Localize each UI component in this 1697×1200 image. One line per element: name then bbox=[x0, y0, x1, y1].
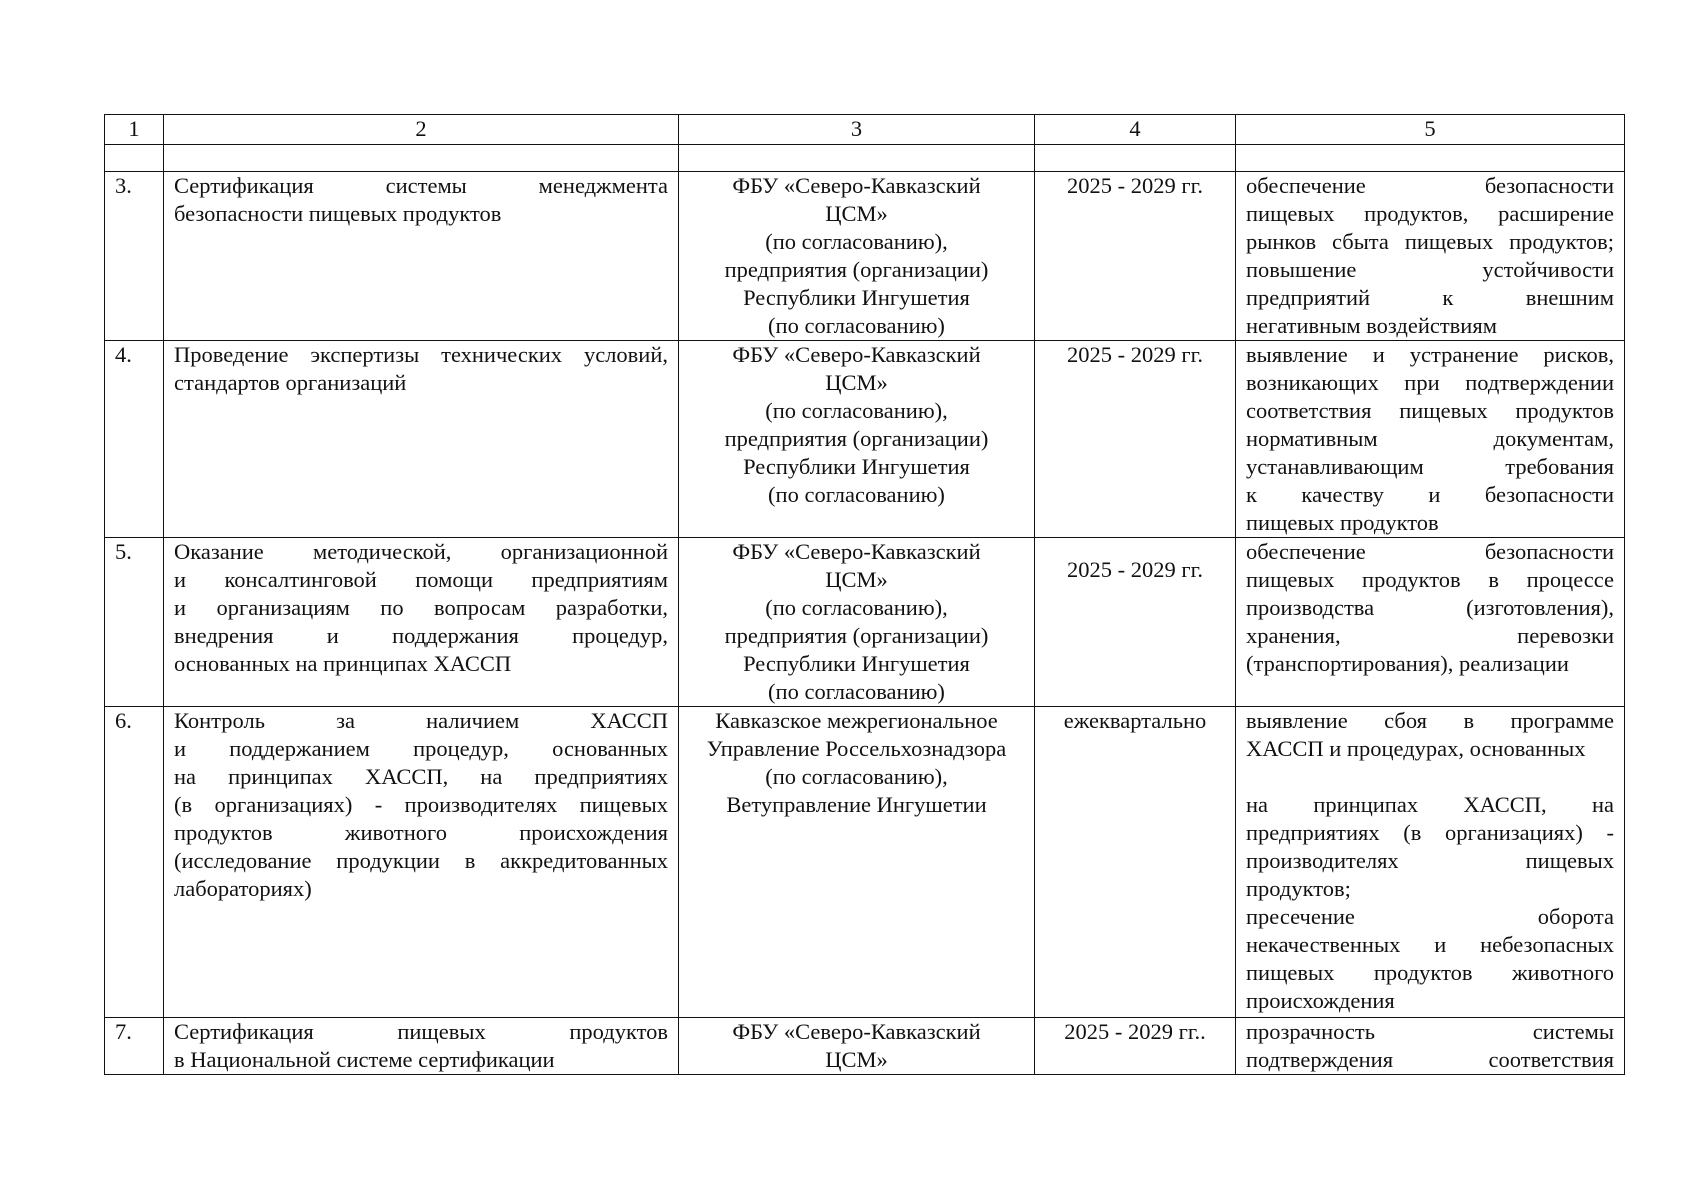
executor-text-line: Республики Ингушетия bbox=[743, 454, 970, 479]
table-row bbox=[105, 538, 1625, 707]
result-text-line: подтверждения соответствия bbox=[1246, 1047, 1614, 1072]
executors-cell bbox=[679, 172, 1035, 341]
empty-row bbox=[105, 145, 1625, 172]
empty-cell bbox=[164, 145, 679, 172]
action-text-line: внедрения и поддержания процедур, bbox=[174, 623, 668, 648]
result-text-line bbox=[1246, 763, 1614, 791]
executor-text-line: (по согласованию), bbox=[765, 764, 948, 789]
table-row bbox=[105, 341, 1625, 538]
column-number-1: 1 bbox=[105, 115, 164, 145]
result-text-line: производителях пищевых bbox=[1246, 848, 1614, 873]
executors-cell bbox=[679, 1018, 1035, 1075]
action-text-line: основанных на принципах ХАССП bbox=[174, 651, 512, 676]
result-text-line: устанавливающим требования bbox=[1246, 454, 1614, 479]
result-cell bbox=[1236, 538, 1625, 707]
result-text-line: на принципах ХАССП, на bbox=[1246, 792, 1614, 817]
empty-cell bbox=[1236, 145, 1625, 172]
action-text-line: продуктов животного происхождения bbox=[174, 820, 668, 845]
result-cell bbox=[1236, 341, 1625, 538]
result-text-line: ХАССП и процедурах, основанных bbox=[1246, 736, 1586, 761]
action-text-line: на принципах ХАССП, на предприятиях bbox=[174, 764, 668, 789]
result-text-line: нормативным документам, bbox=[1246, 426, 1614, 451]
table-row bbox=[105, 707, 1625, 1018]
executor-text-line: Кавказское межрегиональное bbox=[715, 708, 998, 733]
result-text-line: выявление сбоя в программе bbox=[1246, 708, 1614, 733]
row-number: 4. bbox=[105, 341, 164, 538]
action-text-line: Сертификация системы менеджмента bbox=[174, 173, 668, 198]
row-number: 3. bbox=[105, 172, 164, 341]
column-number-2: 2 bbox=[164, 115, 679, 145]
result-text-line: выявление и устранение рисков, bbox=[1246, 342, 1614, 367]
executor-text-line: предприятия (организации) bbox=[724, 257, 989, 282]
action-text-line: лабораториях) bbox=[174, 876, 312, 901]
executor-text-line: ФБУ «Северо-Кавказский bbox=[732, 539, 981, 564]
action-text-line: в Национальной системе сертификации bbox=[174, 1047, 555, 1072]
result-text-line: обеспечение безопасности bbox=[1246, 173, 1614, 198]
result-text-line: пищевых продуктов bbox=[1246, 510, 1439, 535]
executor-text-line: (по согласованию) bbox=[768, 313, 945, 338]
action-text-line: и поддержанием процедур, основанных bbox=[174, 736, 668, 761]
period-cell: ежеквартально bbox=[1035, 707, 1236, 1018]
action-text-line: (в организациях) - производителях пищевых bbox=[174, 792, 668, 817]
result-text-line: некачественных и небезопасных bbox=[1246, 932, 1614, 957]
row-number: 6. bbox=[105, 707, 164, 1018]
executor-text-line: ЦСМ» bbox=[825, 567, 888, 592]
period-cell: 2025 - 2029 гг. bbox=[1035, 538, 1236, 707]
executor-text-line: (по согласованию), bbox=[765, 229, 948, 254]
result-text-line: производства (изготовления), bbox=[1246, 595, 1614, 620]
result-text-line: соответствия пищевых продуктов bbox=[1246, 398, 1614, 423]
action-cell bbox=[164, 1018, 679, 1075]
executor-text-line: (по согласованию), bbox=[765, 398, 948, 423]
result-text-line: к качеству и безопасности bbox=[1246, 482, 1614, 507]
executor-text-line: ФБУ «Северо-Кавказский bbox=[732, 173, 981, 198]
result-text-line: обеспечение безопасности bbox=[1246, 539, 1614, 564]
executor-text-line: ФБУ «Северо-Кавказский bbox=[732, 1019, 981, 1044]
empty-cell bbox=[1035, 145, 1236, 172]
action-text-line: стандартов организаций bbox=[174, 370, 407, 395]
action-text-line: безопасности пищевых продуктов bbox=[174, 201, 502, 226]
executor-text-line: предприятия (организации) bbox=[724, 623, 989, 648]
result-text-line: предприятиях (в организациях) - bbox=[1246, 820, 1614, 845]
result-text-line: возникающих при подтверждении bbox=[1246, 370, 1614, 395]
result-text-line: происхождения bbox=[1246, 988, 1395, 1013]
executor-text-line: Республики Ингушетия bbox=[743, 651, 970, 676]
result-text-line: прозрачность системы bbox=[1246, 1019, 1614, 1044]
result-text-line: продуктов; bbox=[1246, 876, 1351, 901]
table-row bbox=[105, 1018, 1625, 1075]
column-number-4: 4 bbox=[1035, 115, 1236, 145]
result-text-line: повышение устойчивости bbox=[1246, 257, 1614, 282]
column-number-row bbox=[105, 115, 1625, 145]
executor-text-line: (по согласованию), bbox=[765, 595, 948, 620]
action-text-line: Сертификация пищевых продуктов bbox=[174, 1019, 668, 1044]
action-cell bbox=[164, 172, 679, 341]
row-number: 7. bbox=[105, 1018, 164, 1075]
executors-cell bbox=[679, 538, 1035, 707]
action-cell bbox=[164, 341, 679, 538]
result-cell bbox=[1236, 172, 1625, 341]
action-text-line: и организациям по вопросам разработки, bbox=[174, 595, 668, 620]
period-cell: 2025 - 2029 гг.. bbox=[1035, 1018, 1236, 1075]
result-text-line: предприятий к внешним bbox=[1246, 285, 1614, 310]
column-number-3: 3 bbox=[679, 115, 1035, 145]
executor-text-line: (по согласованию) bbox=[768, 679, 945, 704]
executor-text-line: ЦСМ» bbox=[825, 1047, 888, 1072]
executors-cell bbox=[679, 707, 1035, 1018]
action-cell bbox=[164, 707, 679, 1018]
result-text-line: хранения, перевозки bbox=[1246, 623, 1614, 648]
executor-text-line: (по согласованию) bbox=[768, 482, 945, 507]
result-text-line: пищевых продуктов животного bbox=[1246, 960, 1614, 985]
result-cell bbox=[1236, 1018, 1625, 1075]
period-cell: 2025 - 2029 гг. bbox=[1035, 341, 1236, 538]
result-text-line: рынков сбыта пищевых продуктов; bbox=[1246, 229, 1614, 254]
executor-text-line: ЦСМ» bbox=[825, 370, 888, 395]
result-text-line: пищевых продуктов, расширение bbox=[1246, 201, 1614, 226]
action-text-line: Проведение экспертизы технических условий, bbox=[174, 342, 668, 367]
action-text-line: (исследование продукции в аккредитованных bbox=[174, 848, 668, 873]
executor-text-line: ФБУ «Северо-Кавказский bbox=[732, 342, 981, 367]
action-text-line: Оказание методической, организационной bbox=[174, 539, 668, 564]
executor-text-line: предприятия (организации) bbox=[724, 426, 989, 451]
executor-text-line: Республики Ингушетия bbox=[743, 285, 970, 310]
action-text-line: Контроль за наличием ХАССП bbox=[174, 708, 668, 733]
executor-text-line: ЦСМ» bbox=[825, 201, 888, 226]
result-text-line: пресечение оборота bbox=[1246, 904, 1614, 929]
result-text-line: (транспортирования), реализации bbox=[1246, 651, 1569, 676]
result-text-line: пищевых продуктов в процессе bbox=[1246, 567, 1614, 592]
executor-text-line: Ветуправление Ингушетии bbox=[726, 792, 987, 817]
empty-cell bbox=[105, 145, 164, 172]
executors-cell bbox=[679, 341, 1035, 538]
empty-cell bbox=[679, 145, 1035, 172]
column-number-5: 5 bbox=[1236, 115, 1625, 145]
action-text-line: и консалтинговой помощи предприятиям bbox=[174, 567, 668, 592]
result-text-line: негативным воздействиям bbox=[1246, 313, 1497, 338]
executor-text-line: Управление Россельхознадзора bbox=[706, 736, 1007, 761]
row-number: 5. bbox=[105, 538, 164, 707]
period-cell: 2025 - 2029 гг. bbox=[1035, 172, 1236, 341]
table-row bbox=[105, 172, 1625, 341]
measures-table bbox=[104, 114, 1625, 1075]
action-cell bbox=[164, 538, 679, 707]
result-cell bbox=[1236, 707, 1625, 1018]
